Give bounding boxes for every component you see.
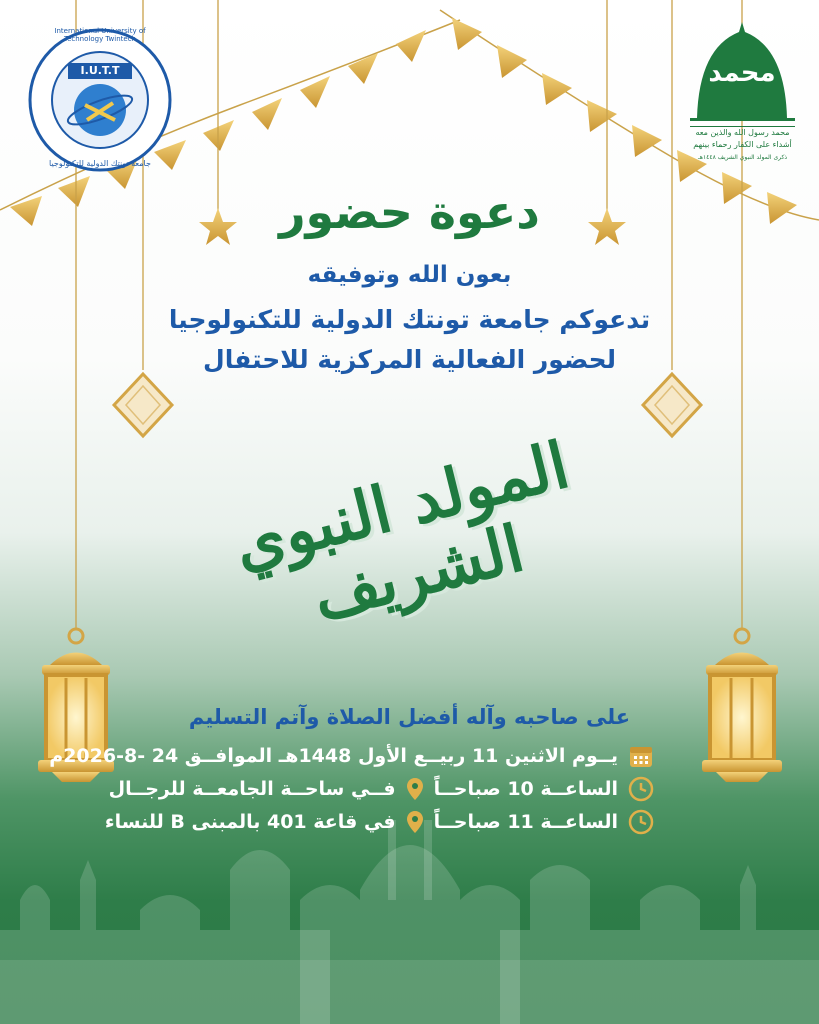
location-pin-icon [406,777,424,801]
date-text: يــوم الاثنين 11 ربيــع الأول 1448هـ الموافــق 24 -8-2026م [49,745,618,767]
location-pin-icon [406,810,424,834]
page-title: دعوة حضور [279,185,540,239]
logo-line3: ذكرى المولد النبوي الشريف ١٤٤٨هـ [698,154,787,161]
logo-line2: أشداء على الكفار رحماء بينهم [693,140,792,149]
calligraphy-mawlid [200,395,620,685]
logo-ring-text-ar: جامعة تونتك الدولية للتكنولوجيا [49,159,151,168]
logo-ring-text-en: International University of Technology Twintech [54,27,146,43]
women-row [105,809,654,835]
date-row [49,743,654,769]
calligraphy-text: المولد النبوي الشريف [226,427,577,636]
calendar-icon [628,743,654,769]
mawlid-logo [685,18,800,168]
intro-line: بعون الله وتوفيقه [307,262,512,288]
logo-line1: محمد رسول الله والذين معه [695,128,790,137]
men-time: الساعــة 10 صباحــاً [433,778,618,800]
event-line: لحضور الفعالية المركزية للاحتفال [203,345,616,374]
invitation-line: تدعوكم جامعة تونتك الدولية للتكنولوجيا [168,305,651,334]
men-row [109,776,654,802]
clock-icon [628,776,654,802]
men-place: فــي ساحــة الجامعــة للرجــال [108,778,396,800]
women-place: في قاعة 401 بالمبنى B للنساء [104,811,396,833]
clock-icon [628,809,654,835]
university-logo [25,25,175,175]
logo-abbr: I.U.T.T [80,64,120,77]
women-time: الساعــة 11 صباحــاً [433,811,618,833]
blessing-line: على صاحبه وآله أفضل الصلاة وآتم التسليم [188,705,631,729]
logo-name: محمد [708,58,776,88]
